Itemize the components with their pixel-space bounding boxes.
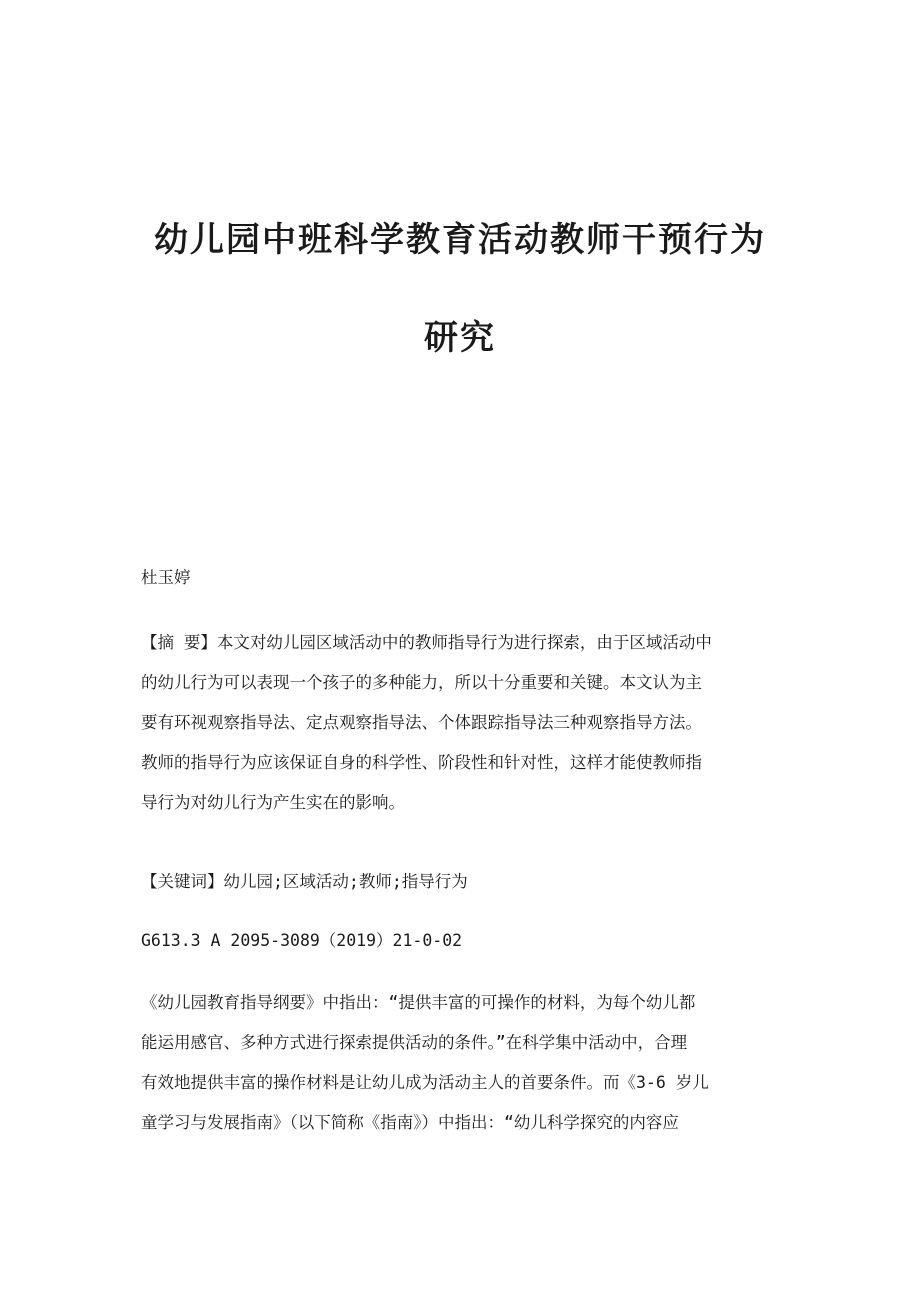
intro-line: 《幼儿园教育指导纲要》中指出：“提供丰富的可操作的材料，为每个幼儿都 bbox=[141, 993, 696, 1012]
intro-line: 有效地提供丰富的操作材料是让幼儿成为活动主人的首要条件。而《3-6 岁儿 bbox=[141, 1073, 709, 1092]
abstract-line: 教师的指导行为应该保证自身的科学性、阶段性和针对性，这样才能使教师指 bbox=[141, 753, 702, 772]
document-title-line-2: 研究 bbox=[424, 318, 496, 358]
intro-line: 能运用感官、多种方式进行探索提供活动的条件。”在科学集中活动中，合理 bbox=[141, 1033, 688, 1052]
abstract-line: 的幼儿行为可以表现一个孩子的多种能力，所以十分重要和关键。本文认为主 bbox=[141, 673, 702, 692]
classification-code: G613.3 A 2095-3089（2019）21-0-02 bbox=[141, 931, 463, 950]
intro-line: 童学习与发展指南》（以下简称《指南》）中指出：“幼儿科学探究的内容应 bbox=[141, 1113, 679, 1132]
abstract-line: 导行为对幼儿行为产生实在的影响。 bbox=[141, 793, 405, 812]
keywords-line: 【关键词】幼儿园;区域活动;教师;指导行为 bbox=[141, 872, 468, 891]
abstract-paragraph bbox=[141, 623, 781, 823]
author-name: 杜玉婷 bbox=[141, 568, 191, 587]
document-title-line-1: 幼儿园中班科学教育活动教师干预行为 bbox=[154, 220, 766, 260]
intro-paragraph bbox=[141, 983, 781, 1143]
abstract-line: 要有环视观察指导法、定点观察指导法、个体跟踪指导法三种观察指导方法。 bbox=[141, 713, 702, 732]
abstract-line: 【摘 要】本文对幼儿园区域活动中的教师指导行为进行探索，由于区域活动中 bbox=[141, 633, 712, 652]
